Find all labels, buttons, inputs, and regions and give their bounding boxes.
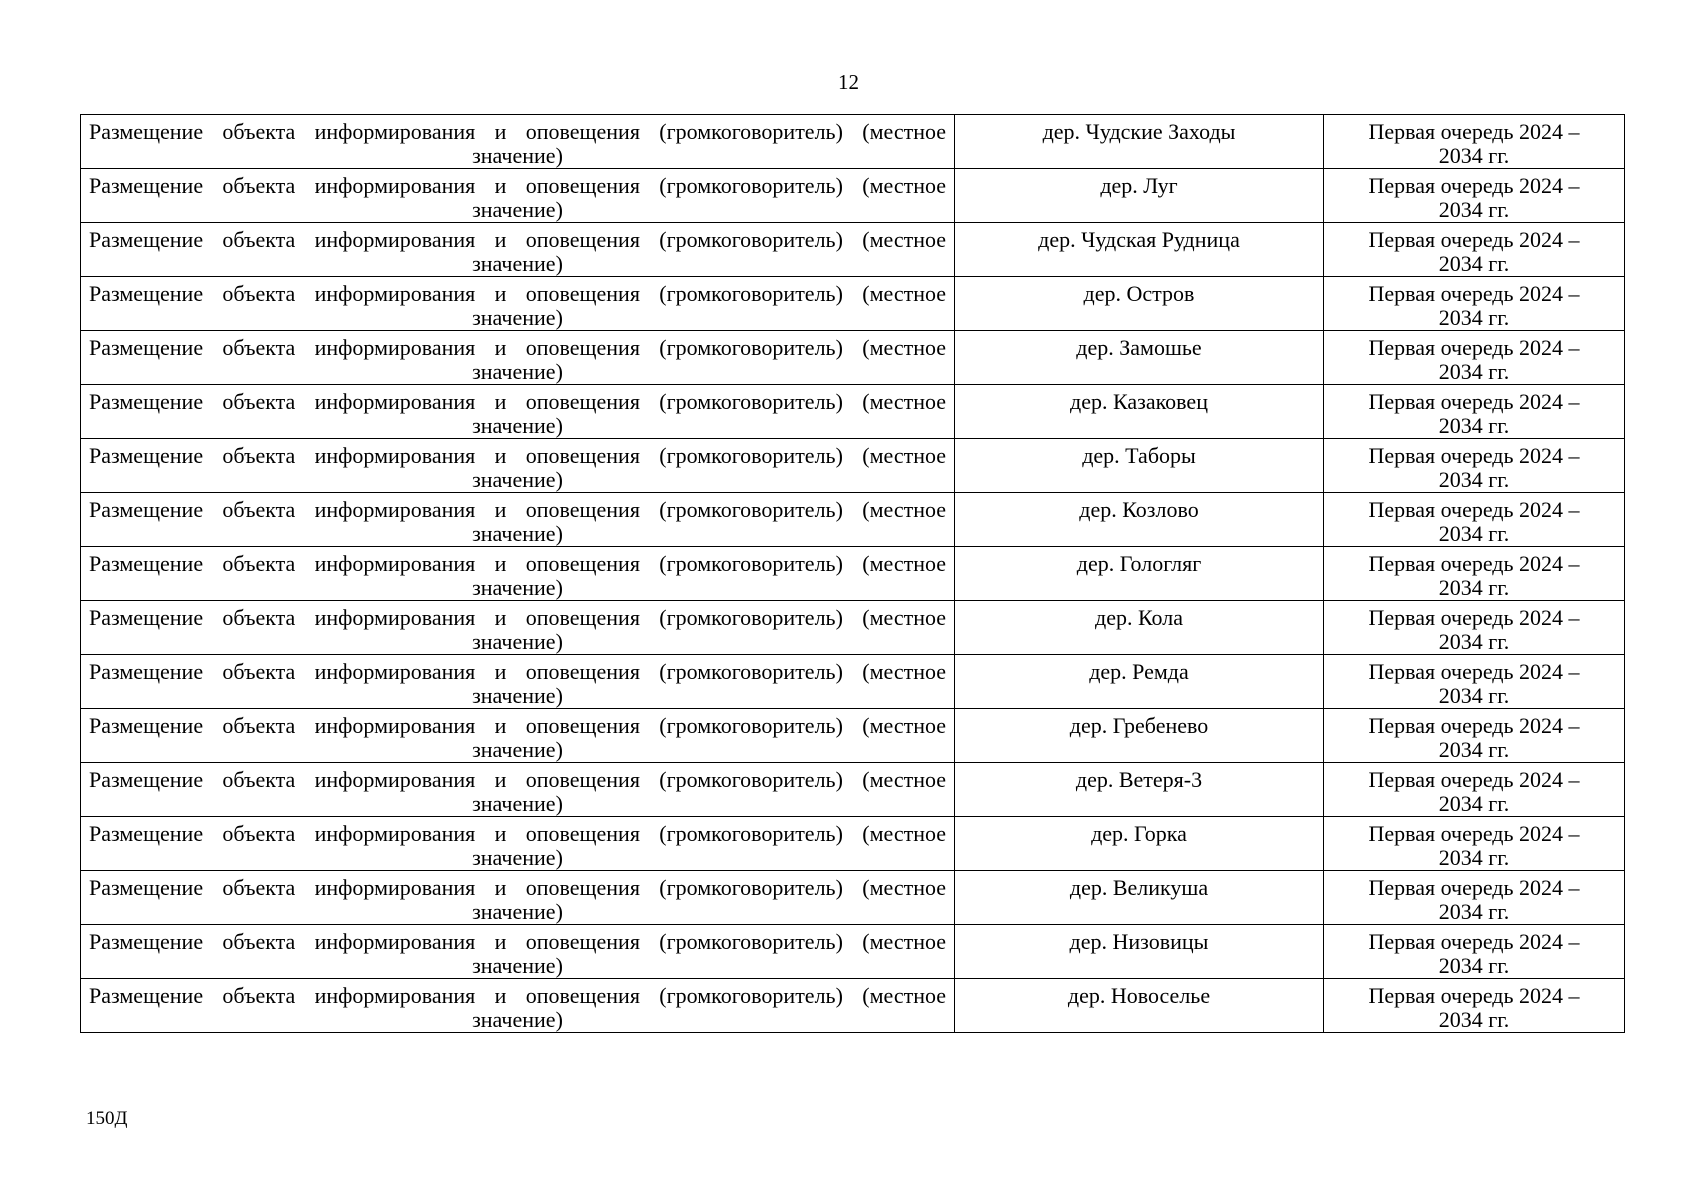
stage-cell bbox=[1324, 763, 1625, 817]
table-row bbox=[81, 871, 1625, 925]
location-cell bbox=[955, 817, 1324, 871]
table-row bbox=[81, 277, 1625, 331]
table-row bbox=[81, 385, 1625, 439]
description-line: Размещение объекта информирования и оповещения (громкоговоритель) (местное bbox=[89, 713, 946, 738]
location-text: дер. Таборы bbox=[1082, 443, 1196, 468]
description-cell bbox=[81, 115, 955, 169]
description-line: значение) bbox=[472, 575, 563, 600]
table-row bbox=[81, 115, 1625, 169]
table-row bbox=[81, 763, 1625, 817]
location-text: дер. Козлово bbox=[1079, 497, 1199, 522]
description-line: Размещение объекта информирования и оповещения (громкоговоритель) (местное bbox=[89, 659, 946, 684]
stage-line: 2034 гг. bbox=[1438, 143, 1510, 168]
table-row bbox=[81, 925, 1625, 979]
location-cell bbox=[955, 601, 1324, 655]
stage-cell bbox=[1324, 115, 1625, 169]
stage-line: Первая очередь 2024 – bbox=[1368, 767, 1580, 792]
location-cell bbox=[955, 547, 1324, 601]
description-line: Размещение объекта информирования и оповещения (громкоговоритель) (местное bbox=[89, 605, 946, 630]
location-text: дер. Чудские Заходы bbox=[1042, 119, 1236, 144]
stage-line: Первая очередь 2024 – bbox=[1368, 605, 1580, 630]
table-row bbox=[81, 169, 1625, 223]
location-cell bbox=[955, 493, 1324, 547]
stage-cell bbox=[1324, 223, 1625, 277]
stage-cell bbox=[1324, 979, 1625, 1033]
stage-line: Первая очередь 2024 – bbox=[1368, 551, 1580, 576]
stage-cell bbox=[1324, 925, 1625, 979]
location-text: дер. Горка bbox=[1091, 821, 1187, 846]
stage-line: 2034 гг. bbox=[1438, 737, 1510, 762]
stage-line: 2034 гг. bbox=[1438, 467, 1510, 492]
stage-line: Первая очередь 2024 – bbox=[1368, 389, 1580, 414]
stage-line: Первая очередь 2024 – bbox=[1368, 713, 1580, 738]
stage-line: Первая очередь 2024 – bbox=[1368, 443, 1580, 468]
description-line: Размещение объекта информирования и оповещения (громкоговоритель) (местное bbox=[89, 227, 946, 252]
table-body bbox=[81, 115, 1625, 1033]
stage-line: Первая очередь 2024 – bbox=[1368, 821, 1580, 846]
location-cell bbox=[955, 871, 1324, 925]
stage-cell bbox=[1324, 871, 1625, 925]
description-cell bbox=[81, 979, 955, 1033]
stage-cell bbox=[1324, 817, 1625, 871]
stage-cell bbox=[1324, 601, 1625, 655]
description-cell bbox=[81, 925, 955, 979]
description-line: значение) bbox=[472, 467, 563, 492]
stage-line: Первая очередь 2024 – bbox=[1368, 281, 1580, 306]
description-line: Размещение объекта информирования и оповещения (громкоговоритель) (местное bbox=[89, 767, 946, 792]
location-cell bbox=[955, 277, 1324, 331]
table-row bbox=[81, 493, 1625, 547]
description-cell bbox=[81, 385, 955, 439]
description-line: значение) bbox=[472, 791, 563, 816]
table-row bbox=[81, 547, 1625, 601]
description-line: значение) bbox=[472, 629, 563, 654]
objects-table bbox=[80, 114, 1625, 1033]
location-text: дер. Замошье bbox=[1076, 335, 1202, 360]
location-text: дер. Чудская Рудница bbox=[1038, 227, 1240, 252]
stage-line: 2034 гг. bbox=[1438, 629, 1510, 654]
stage-line: 2034 гг. bbox=[1438, 251, 1510, 276]
description-cell bbox=[81, 709, 955, 763]
stage-line: 2034 гг. bbox=[1438, 845, 1510, 870]
location-text: дер. Кола bbox=[1095, 605, 1183, 630]
location-text: дер. Ветеря-3 bbox=[1075, 767, 1203, 792]
description-line: Размещение объекта информирования и оповещения (громкоговоритель) (местное bbox=[89, 821, 946, 846]
location-text: дер. Остров bbox=[1083, 281, 1195, 306]
location-cell bbox=[955, 223, 1324, 277]
description-line: Размещение объекта информирования и оповещения (громкоговоритель) (местное bbox=[89, 875, 946, 900]
stage-line: 2034 гг. bbox=[1438, 683, 1510, 708]
stage-line: Первая очередь 2024 – bbox=[1368, 119, 1580, 144]
description-cell bbox=[81, 871, 955, 925]
table-row bbox=[81, 655, 1625, 709]
stage-cell bbox=[1324, 385, 1625, 439]
stage-cell bbox=[1324, 655, 1625, 709]
stage-line: 2034 гг. bbox=[1438, 413, 1510, 438]
location-text: дер. Новоселье bbox=[1067, 983, 1211, 1008]
stage-line: Первая очередь 2024 – bbox=[1368, 335, 1580, 360]
description-line: значение) bbox=[472, 143, 563, 168]
location-cell bbox=[955, 115, 1324, 169]
stage-line: 2034 гг. bbox=[1438, 197, 1510, 222]
stage-cell bbox=[1324, 547, 1625, 601]
description-line: значение) bbox=[472, 683, 563, 708]
stage-line: Первая очередь 2024 – bbox=[1368, 875, 1580, 900]
location-text: дер. Луг bbox=[1100, 173, 1178, 198]
stage-line: Первая очередь 2024 – bbox=[1368, 173, 1580, 198]
stage-line: 2034 гг. bbox=[1438, 521, 1510, 546]
location-cell bbox=[955, 925, 1324, 979]
description-line: значение) bbox=[472, 305, 563, 330]
description-line: значение) bbox=[472, 953, 563, 978]
description-cell bbox=[81, 655, 955, 709]
stage-line: 2034 гг. bbox=[1438, 359, 1510, 384]
stage-cell bbox=[1324, 331, 1625, 385]
description-cell bbox=[81, 169, 955, 223]
stage-line: 2034 гг. bbox=[1438, 575, 1510, 600]
description-line: значение) bbox=[472, 413, 563, 438]
location-text: дер. Казаковец bbox=[1070, 389, 1208, 414]
description-line: Размещение объекта информирования и оповещения (громкоговоритель) (местное bbox=[89, 983, 946, 1008]
description-line: Размещение объекта информирования и оповещения (громкоговоритель) (местное bbox=[89, 497, 946, 522]
description-line: значение) bbox=[472, 845, 563, 870]
location-text: дер. Низовицы bbox=[1069, 929, 1209, 954]
description-line: значение) bbox=[472, 359, 563, 384]
stage-line: Первая очередь 2024 – bbox=[1368, 929, 1580, 954]
stage-line: Первая очередь 2024 – bbox=[1368, 227, 1580, 252]
table-row bbox=[81, 979, 1625, 1033]
location-cell bbox=[955, 439, 1324, 493]
table-row bbox=[81, 223, 1625, 277]
stage-cell bbox=[1324, 709, 1625, 763]
description-line: Размещение объекта информирования и оповещения (громкоговоритель) (местное bbox=[89, 551, 946, 576]
description-line: значение) bbox=[472, 899, 563, 924]
description-cell bbox=[81, 817, 955, 871]
description-line: Размещение объекта информирования и оповещения (громкоговоритель) (местное bbox=[89, 389, 946, 414]
description-line: Размещение объекта информирования и оповещения (громкоговоритель) (местное bbox=[89, 173, 946, 198]
description-line: значение) bbox=[472, 1007, 563, 1032]
table-row bbox=[81, 709, 1625, 763]
stage-line: 2034 гг. bbox=[1438, 899, 1510, 924]
stage-line: 2034 гг. bbox=[1438, 1007, 1510, 1032]
description-cell bbox=[81, 223, 955, 277]
description-line: значение) bbox=[472, 251, 563, 276]
stage-line: 2034 гг. bbox=[1438, 953, 1510, 978]
description-line: Размещение объекта информирования и оповещения (громкоговоритель) (местное bbox=[89, 443, 946, 468]
description-line: Размещение объекта информирования и оповещения (громкоговоритель) (местное bbox=[89, 281, 946, 306]
description-cell bbox=[81, 601, 955, 655]
stage-line: 2034 гг. bbox=[1438, 791, 1510, 816]
description-cell bbox=[81, 763, 955, 817]
location-text: дер. Гологляг bbox=[1076, 551, 1202, 576]
stage-cell bbox=[1324, 493, 1625, 547]
location-cell bbox=[955, 169, 1324, 223]
stage-line: Первая очередь 2024 – bbox=[1368, 983, 1580, 1008]
description-line: значение) bbox=[472, 197, 563, 222]
description-line: значение) bbox=[472, 521, 563, 546]
description-cell bbox=[81, 331, 955, 385]
description-line: Размещение объекта информирования и оповещения (громкоговоритель) (местное bbox=[89, 119, 946, 144]
table-row bbox=[81, 331, 1625, 385]
table-row bbox=[81, 817, 1625, 871]
location-cell bbox=[955, 331, 1324, 385]
location-text: дер. Великуша bbox=[1069, 875, 1209, 900]
stage-line: Первая очередь 2024 – bbox=[1368, 659, 1580, 684]
description-cell bbox=[81, 439, 955, 493]
stage-cell bbox=[1324, 439, 1625, 493]
description-line: Размещение объекта информирования и оповещения (громкоговоритель) (местное bbox=[89, 929, 946, 954]
description-cell bbox=[81, 277, 955, 331]
description-line: значение) bbox=[472, 737, 563, 762]
description-cell bbox=[81, 547, 955, 601]
stage-line: Первая очередь 2024 – bbox=[1368, 497, 1580, 522]
location-cell bbox=[955, 979, 1324, 1033]
description-cell bbox=[81, 493, 955, 547]
location-text: дер. Гребенево bbox=[1069, 713, 1209, 738]
table-row bbox=[81, 601, 1625, 655]
description-line: Размещение объекта информирования и оповещения (громкоговоритель) (местное bbox=[89, 335, 946, 360]
location-cell bbox=[955, 763, 1324, 817]
location-cell bbox=[955, 709, 1324, 763]
location-cell bbox=[955, 385, 1324, 439]
location-cell bbox=[955, 655, 1324, 709]
footer-code: 150Д bbox=[86, 1108, 128, 1129]
page-number: 12 bbox=[838, 70, 859, 94]
stage-line: 2034 гг. bbox=[1438, 305, 1510, 330]
stage-cell bbox=[1324, 169, 1625, 223]
stage-cell bbox=[1324, 277, 1625, 331]
table-row bbox=[81, 439, 1625, 493]
location-text: дер. Ремда bbox=[1089, 659, 1189, 684]
